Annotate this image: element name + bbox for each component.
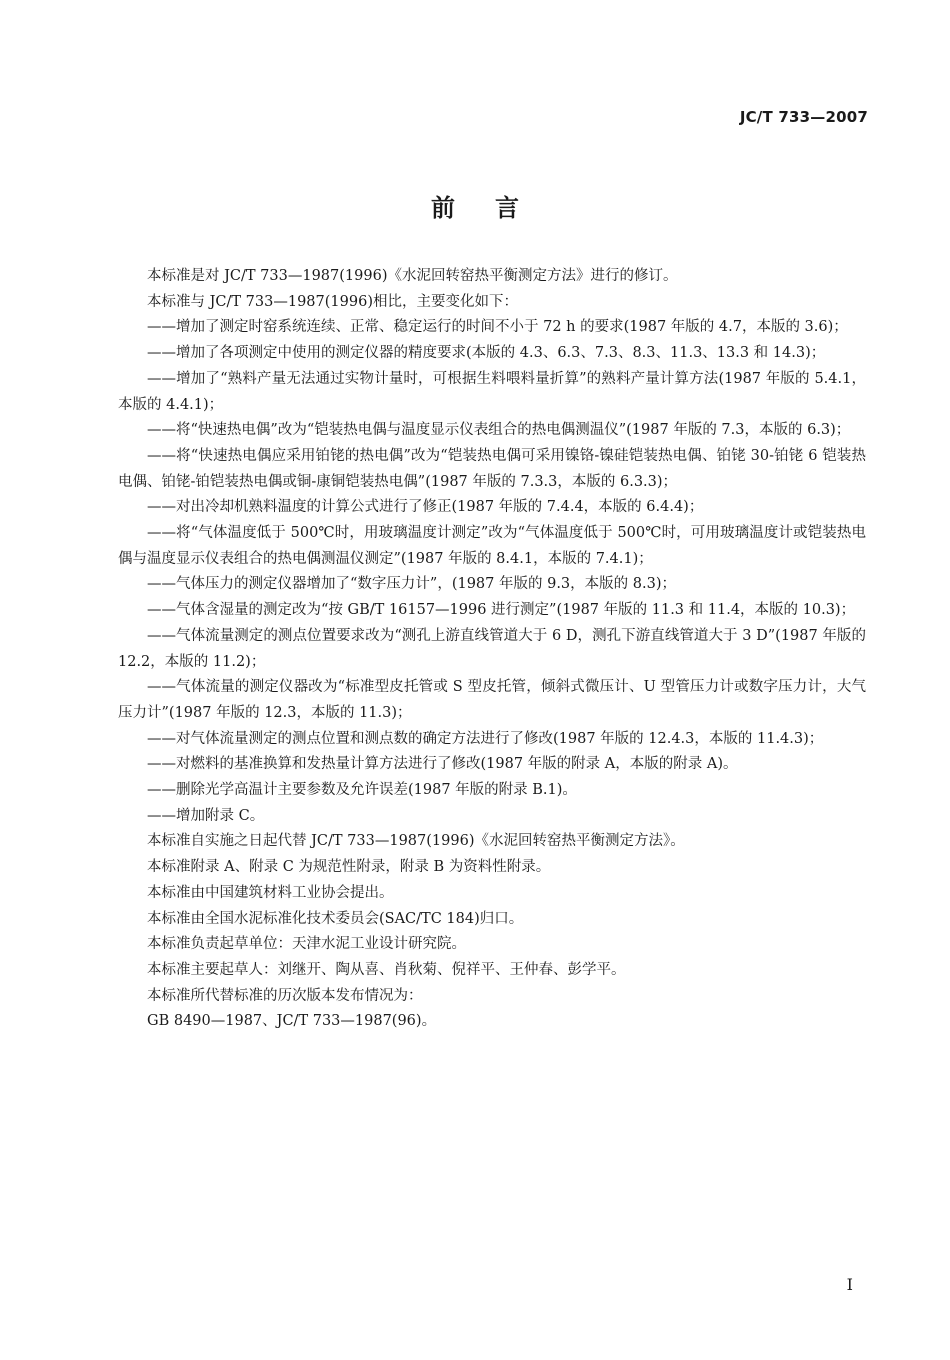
paragraph: 本标准主要起草人：刘继开、陶从喜、肖秋菊、倪祥平、王仲春、彭学平。 xyxy=(147,961,626,978)
change-item: ——气体含湿量的测定改为“按 GB/T 16157—1996 进行测定”(1987 年版的 11.3 和 11.4，本版的 10.3)； xyxy=(147,602,856,619)
paragraph: 本标准由中国建筑材料工业协会提出。 xyxy=(147,884,394,901)
paragraph: GB 8490—1987、JC/T 733—1987(96)。 xyxy=(147,1013,437,1030)
change-item: ——增加附录 C。 xyxy=(147,807,265,824)
page-title: 前言 xyxy=(431,194,559,222)
paragraph: 本标准是对 JC/T 733—1987(1996)《水泥回转窑热平衡测定方法》进行的修订。 xyxy=(147,268,678,284)
change-item: ——将“快速热电偶”改为“铠装热电偶与温度显示仪表组合的热电偶测温仪”(1987 年版的 7.3，本版的 6.3)； xyxy=(147,422,851,439)
paragraph: 本标准自实施之日起代替 JC/T 733—1987(1996)《水泥回转窑热平衡测定方法》。 xyxy=(147,833,685,850)
change-item: ——气体流量测定的测点位置要求改为“测孔上游直线管道大于 6 D，测孔下游直线管道大于 3 D”(1987 年版的 12.2，本版的 11.2)； xyxy=(118,627,866,670)
paragraph: 本标准由全国水泥标准化技术委员会(SAC/TC 184)归口。 xyxy=(147,910,524,927)
change-item: ——将“气体温度低于 500℃时，用玻璃温度计测定”改为“气体温度低于 500℃时，可用玻璃温度计或铠装热电偶与温度显示仪表组合的热电偶测温仪测定”(1987 年版的 8.4.1，本版的 7.4.1)； xyxy=(118,525,866,567)
preface-body xyxy=(118,264,866,1035)
change-item: ——对出冷却机熟料温度的计算公式进行了修正(1987 年版的 7.4.4，本版的 6.4.4)； xyxy=(147,499,704,516)
change-item: ——增加了“熟料产量无法通过实物计量时，可根据生料喂料量折算”的熟料产量计算方法(1987 年版的 5.4.1，本版的 4.4.1)； xyxy=(118,370,866,413)
change-item: ——对燃料的基准换算和发热量计算方法进行了修改(1987 年版的附录 A，本版的附录 A)。 xyxy=(147,756,738,773)
paragraph: 本标准附录 A、附录 C 为规范性附录，附录 B 为资料性附录。 xyxy=(147,859,551,876)
paragraph: 本标准所代替标准的历次版本发布情况为： xyxy=(147,987,423,1004)
change-item: ——气体压力的测定仪器增加了“数字压力计”，(1987 年版的 9.3，本版的 8.3)； xyxy=(147,576,676,593)
change-item: ——对气体流量测定的测点位置和测点数的确定方法进行了修改(1987 年版的 12.4.3，本版的 11.4.3)； xyxy=(147,730,824,747)
change-item: ——删除光学高温计主要参数及允许误差(1987 年版的附录 B.1)。 xyxy=(147,782,577,799)
page-number: I xyxy=(846,1275,853,1294)
paragraph: 本标准负责起草单位：天津水泥工业设计研究院。 xyxy=(147,936,466,953)
document-code: JC/T 733—2007 xyxy=(739,108,868,126)
change-item: ——气体流量的测定仪器改为“标准型皮托管或 S 型皮托管，倾斜式微压计、U 型管压力计或数字压力计，大气压力计”(1987 年版的 12.3，本版的 11.3)； xyxy=(118,679,866,721)
paragraph: 本标准与 JC/T 733—1987(1996)相比，主要变化如下： xyxy=(147,293,518,310)
change-item: ——增加了测定时窑系统连续、正常、稳定运行的时间不小于 72 h 的要求(1987 年版的 4.7，本版的 3.6)； xyxy=(147,319,848,336)
change-item: ——将“快速热电偶应采用铂铑的热电偶”改为“铠装热电偶可采用镍铬-镍硅铠装热电偶、铂铑 30-铂铑 6 铠装热电偶、铂铑-铂铠装热电偶或铜-康铜铠装热电偶”(1987 年版的 7.3.3，本版的 6.3.3)； xyxy=(118,447,866,490)
change-item: ——增加了各项测定中使用的测定仪器的精度要求(本版的 4.3、6.3、7.3、8.3、11.3、13.3 和 14.3)； xyxy=(147,345,826,362)
